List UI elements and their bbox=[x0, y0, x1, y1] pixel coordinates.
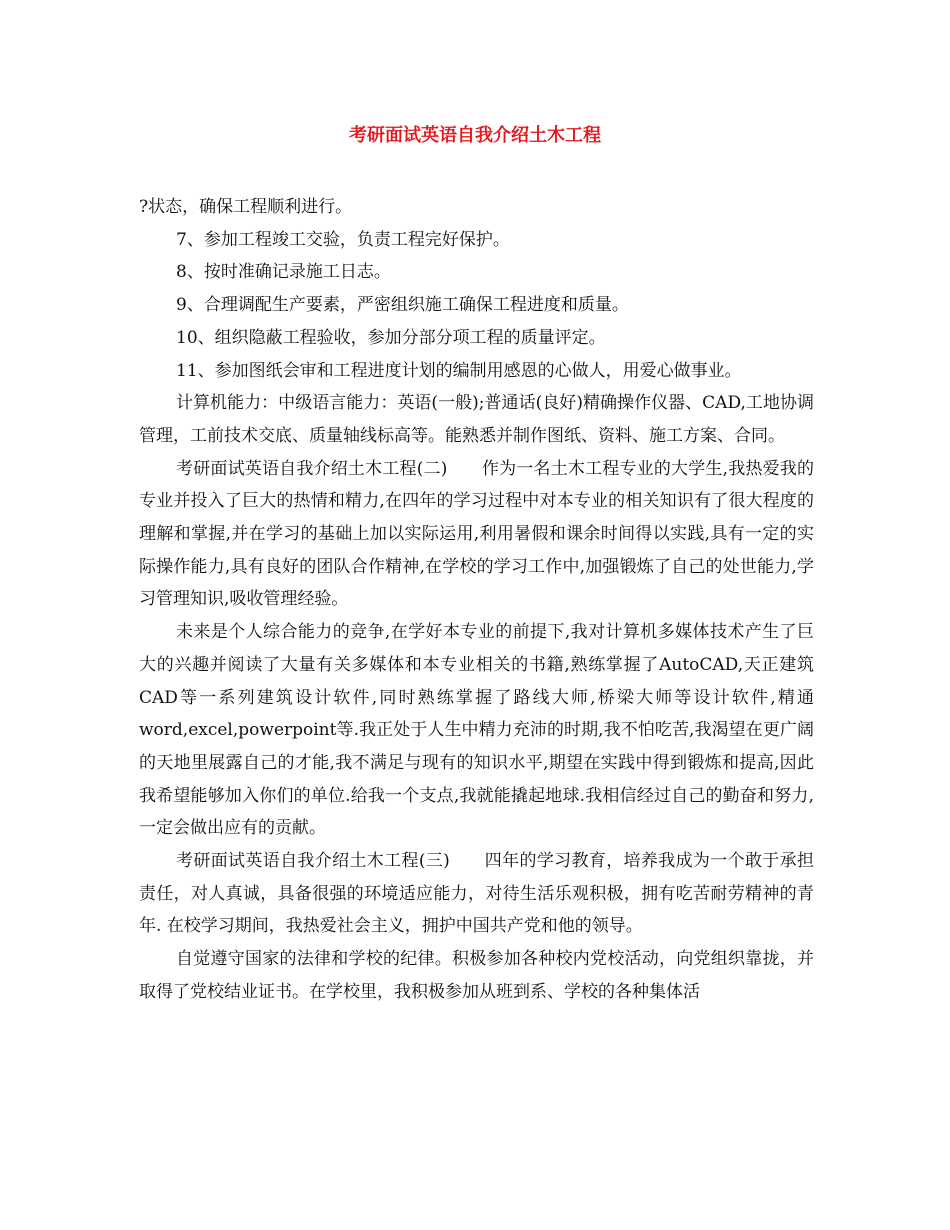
paragraph-section-three: 考研面试英语自我介绍土木工程(三) 四年的学习教育，培养我成为一个敢于承担责任，对人真诚，具备很强的环境适应能力，对待生活乐观积极，拥有吃苦耐劳精神的青年. 在校学习期间，我热爱社会主义，拥护中国共产党和他的领导。 bbox=[139, 851, 814, 937]
paragraph-status: ?状态，确保工程顺利进行。 bbox=[139, 197, 353, 217]
document-title: 考研面试英语自我介绍土木工程 bbox=[349, 125, 601, 146]
paragraph-item-7: 7、参加工程竣工交验，负责工程完好保护。 bbox=[176, 229, 510, 250]
paragraph-discipline: 自觉遵守国家的法律和学校的纪律。积极参加各种校内党校活动，向党组织靠拢，并取得了党校结业证书。在学校里，我积极参加从班到系、学校的各种集体活 bbox=[139, 949, 814, 1002]
document-body bbox=[139, 191, 814, 1009]
paragraph-item-9: 9、合理调配生产要素，严密组织施工确保工程进度和质量。 bbox=[176, 295, 629, 316]
paragraph-item-10: 10、组织隐蔽工程验收，参加分部分项工程的质量评定。 bbox=[176, 327, 606, 348]
paragraph-item-11: 11、参加图纸会审和工程进度计划的编制用感恩的心做人，用爱心做事业。 bbox=[176, 360, 742, 381]
paragraph-item-8: 8、按时准确记录施工日志。 bbox=[176, 262, 391, 283]
paragraph-section-two: 考研面试英语自我介绍土木工程(二) 作为一名土木工程专业的大学生,我热爱我的专业并投入了巨大的热情和精力,在四年的学习过程中对本专业的相关知识有了很大程度的理解和掌握,并在学习的基础上加以实际运用,利用暑假和课余时间得以实践,具有一定的实际操作能力,具有良好的团队合作精神,在学校的学习工作中,加强锻炼了自己的处世能力,学习管理知识,吸收管理经验。 bbox=[139, 458, 814, 610]
paragraph-future: 未来是个人综合能力的竞争,在学好本专业的前提下,我对计算机多媒体技术产生了巨大的兴趣并阅读了大量有关多媒体和本专业相关的书籍,熟练掌握了AutoCAD,天正建筑CAD等一系列建筑设计软件,同时熟练掌握了路线大师,桥梁大师等设计软件,精通word,excel,powerpoint等.我正处于人生中精力充沛的时期,我不怕吃苦,我渴望在更广阔的天地里展露自己的才能,我不满足与现有的知识水平,期望在实践中得到锻炼和提高,因此我希望能够加入你们的单位.给我一个支点,我就能撬起地球.我相信经过自己的勤奋和努力,一定会做出应有的贡献。 bbox=[139, 622, 814, 839]
paragraph-skills: 计算机能力：中级语言能力：英语(一般);普通话(良好)精确操作仪器、CAD,工地协调管理，工前技术交底、质量轴线标高等。能熟悉并制作图纸、资料、施工方案、合同。 bbox=[139, 393, 814, 446]
